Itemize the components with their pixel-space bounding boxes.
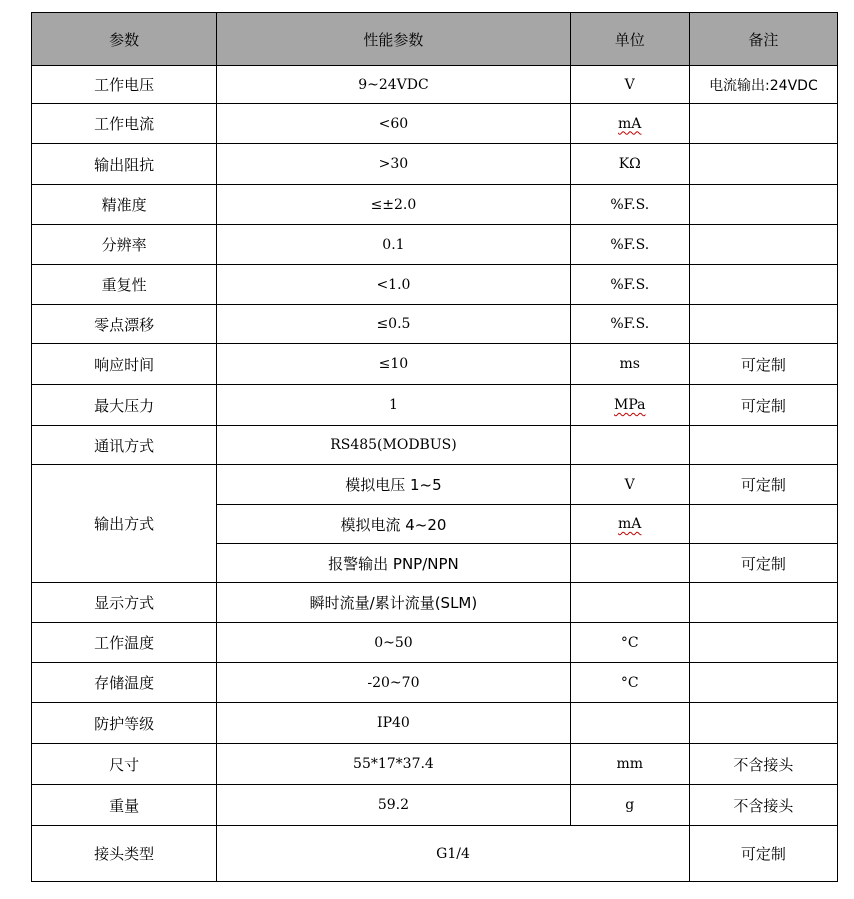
table-row <box>32 265 838 305</box>
param-cell: 显示方式 <box>32 583 217 623</box>
table-row <box>32 826 838 882</box>
value-cell: >30 <box>217 144 570 185</box>
remark-cell <box>689 505 837 544</box>
table-row <box>32 663 838 703</box>
param-cell: 重复性 <box>32 265 217 305</box>
table-row <box>32 185 838 225</box>
value-cell: 0.1 <box>217 225 570 265</box>
remark-cell <box>689 185 837 225</box>
remark-cell <box>689 225 837 265</box>
unit-cell: %F.S. <box>570 305 689 344</box>
remark-cell <box>689 623 837 663</box>
unit-cell: %F.S. <box>570 265 689 305</box>
value-cell: RS485(MODBUS) <box>217 426 570 465</box>
value-cell: 9~24VDC <box>217 66 570 104</box>
param-cell: 零点漂移 <box>32 305 217 344</box>
remark-cell: 不含接头 <box>689 744 837 785</box>
param-cell: 存储温度 <box>32 663 217 703</box>
unit-cell <box>570 583 689 623</box>
unit-cell <box>570 104 689 144</box>
param-cell: 精准度 <box>32 185 217 225</box>
remark-cell: 可定制 <box>689 465 837 505</box>
unit-cell: V <box>570 465 689 505</box>
value-cell: 报警输出 PNP/NPN <box>217 544 570 583</box>
value-cell: G1/4 <box>217 826 690 882</box>
value-cell: ≤0.5 <box>217 305 570 344</box>
value-cell: 1 <box>217 385 570 426</box>
remark-cell: 可定制 <box>689 385 837 426</box>
param-cell: 输出阻抗 <box>32 144 217 185</box>
unit-cell <box>570 544 689 583</box>
remark-cell: 可定制 <box>689 344 837 385</box>
value-cell: ≤±2.0 <box>217 185 570 225</box>
remark-cell <box>689 583 837 623</box>
table-row <box>32 785 838 826</box>
unit-cell <box>570 385 689 426</box>
table-row <box>32 744 838 785</box>
header-param: 参数 <box>32 13 217 66</box>
remark-cell <box>689 144 837 185</box>
remark-cell <box>689 305 837 344</box>
param-cell: 最大压力 <box>32 385 217 426</box>
unit-cell: °C <box>570 663 689 703</box>
value-cell: IP40 <box>217 703 570 744</box>
value-cell: -20~70 <box>217 663 570 703</box>
value-cell: 模拟电压 1~5 <box>217 465 570 505</box>
value-cell: <1.0 <box>217 265 570 305</box>
spec-table <box>31 12 838 882</box>
unit-cell <box>570 505 689 544</box>
unit-text: MPa <box>613 397 646 413</box>
param-cell: 防护等级 <box>32 703 217 744</box>
unit-text: mA <box>618 115 642 132</box>
unit-cell: mm <box>570 744 689 785</box>
unit-cell <box>570 426 689 465</box>
value-cell: ≤10 <box>217 344 570 385</box>
param-cell: 工作电压 <box>32 66 217 104</box>
table-row <box>32 104 838 144</box>
param-cell: 重量 <box>32 785 217 826</box>
unit-cell <box>570 703 689 744</box>
unit-cell: KΩ <box>570 144 689 185</box>
table-row <box>32 426 838 465</box>
remark-cell <box>689 703 837 744</box>
table-row <box>32 225 838 265</box>
value-cell: 55*17*37.4 <box>217 744 570 785</box>
remark-cell <box>689 265 837 305</box>
unit-cell: °C <box>570 623 689 663</box>
param-cell: 输出方式 <box>32 465 217 583</box>
param-cell: 通讯方式 <box>32 426 217 465</box>
table-row <box>32 465 838 505</box>
unit-cell: %F.S. <box>570 185 689 225</box>
param-cell: 响应时间 <box>32 344 217 385</box>
header-unit: 单位 <box>570 13 689 66</box>
table-row <box>32 305 838 344</box>
table-row <box>32 144 838 185</box>
remark-cell: 不含接头 <box>689 785 837 826</box>
unit-text: mA <box>618 516 642 532</box>
table-row <box>32 344 838 385</box>
unit-cell: V <box>570 66 689 104</box>
value-cell: <60 <box>217 104 570 144</box>
param-cell: 接头类型 <box>32 826 217 882</box>
value-cell: 瞬时流量/累计流量(SLM) <box>217 583 570 623</box>
table-row <box>32 385 838 426</box>
value-cell: 59.2 <box>217 785 570 826</box>
remark-cell: 可定制 <box>689 826 837 882</box>
value-cell: 模拟电流 4~20 <box>217 505 570 544</box>
unit-cell: ms <box>570 344 689 385</box>
unit-cell: %F.S. <box>570 225 689 265</box>
unit-cell: g <box>570 785 689 826</box>
param-cell: 尺寸 <box>32 744 217 785</box>
remark-cell: 电流输出:24VDC <box>689 66 837 104</box>
header-remark: 备注 <box>689 13 837 66</box>
param-cell: 工作电流 <box>32 104 217 144</box>
remark-cell <box>689 426 837 465</box>
remark-cell <box>689 663 837 703</box>
remark-cell: 可定制 <box>689 544 837 583</box>
header-performance: 性能参数 <box>217 13 570 66</box>
table-row <box>32 66 838 104</box>
table-row <box>32 623 838 663</box>
value-cell: 0~50 <box>217 623 570 663</box>
table-row <box>32 703 838 744</box>
remark-cell <box>689 104 837 144</box>
param-cell: 工作温度 <box>32 623 217 663</box>
header-row <box>32 13 838 66</box>
table-row <box>32 583 838 623</box>
param-cell: 分辨率 <box>32 225 217 265</box>
